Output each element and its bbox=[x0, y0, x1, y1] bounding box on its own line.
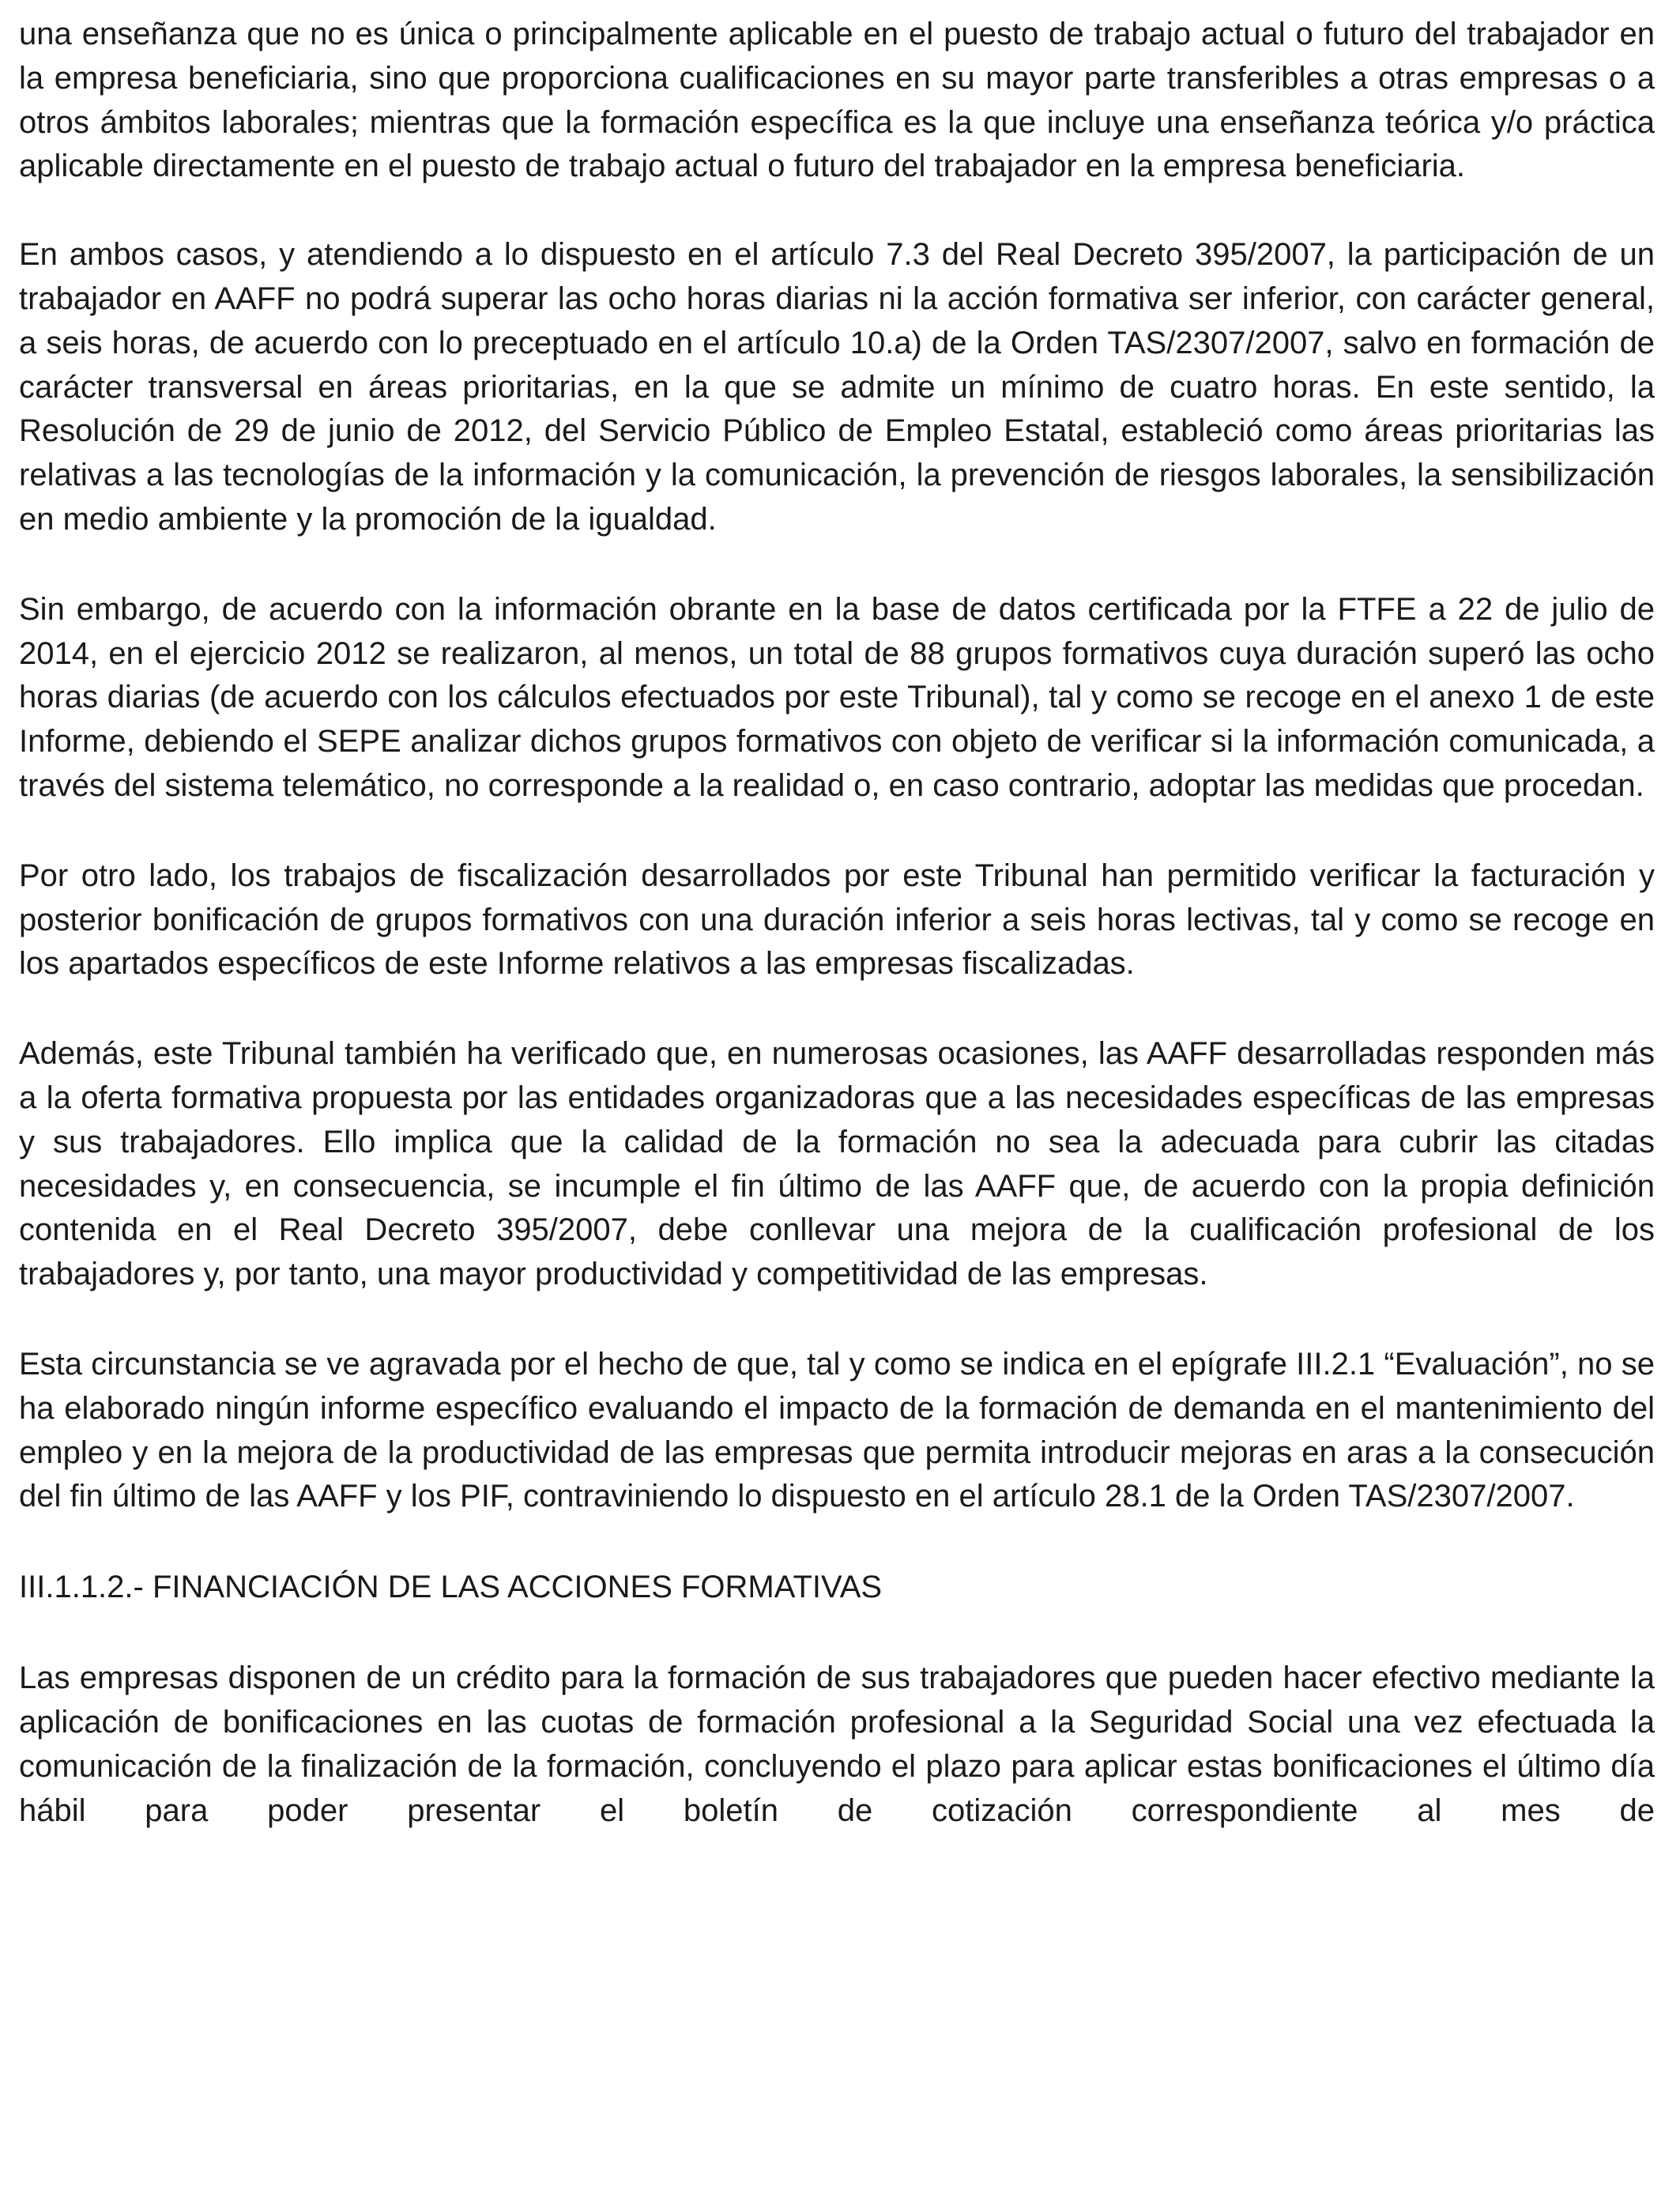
paragraph-training-quality: Además, este Tribunal también ha verificado que, en numerosas ocasiones, las AAFF desarrolladas responden más a la oferta formativa propuesta por las entidades organizadoras que a las necesidades específicas de las empresas y sus trabajadores. Ello implica que la calidad de la formación no sea la adecuada para cubrir las citadas necesidades y, en consecuencia, se incumple el fin último de las AAFF que, de acuerdo con la propia definición contenida en el Real Decreto 395/2007, debe conllevar una mejora de la cualificación profesional de los trabajadores y, por tanto, una mayor productividad y competitividad de las empresas. bbox=[19, 1036, 1655, 1292]
paragraph-financing-credit: Las empresas disponen de un crédito para la formación de sus trabajadores que pueden hacer efectivo mediante la aplicación de bonificaciones en las cuotas de formación profesional a la Seguridad Social una vez efectuada la comunicación de la finalización de la formación, concluyendo el plazo para aplicar estas bonificaciones el último día hábil para poder presentar el boletín de cotización correspondiente al mes de bbox=[19, 1661, 1655, 1828]
section-heading: III.1.1.2.- FINANCIACIÓN DE LAS ACCIONES FORMATIVAS bbox=[19, 1570, 883, 1605]
paragraph-general-vs-specific-training: una enseñanza que no es única o principalmente aplicable en el puesto de trabajo actual o futuro del trabajador en la empresa beneficiaria, sino que proporciona cualificaciones en su mayor parte transferibles a otras empresas o a otros ámbitos laborales; mientras que la formación específica es la que incluye una enseñanza teórica y/o práctica aplicable directamente en el puesto de trabajo actual o futuro del trabajador en la empresa beneficiaria. bbox=[19, 17, 1655, 184]
paragraph-training-hours-limits: En ambos casos, y atendiendo a lo dispuesto en el artículo 7.3 del Real Decreto 395/2007, la participación de un trabajador en AAFF no podrá superar las ocho horas diarias ni la acción formativa ser inferior, con carácter general, a seis horas, de acuerdo con lo preceptuado en el artículo 10.a) de la Orden TAS/2307/2007, salvo en formación de carácter transversal en áreas prioritarias, en la que se admite un mínimo de cuatro horas. En este sentido, la Resolución de 29 de junio de 2012, del Servicio Público de Empleo Estatal, estableció como áreas prioritarias las relativas a las tecnologías de la información y la comunicación, la prevención de riesgos laborales, la sensibilización en medio ambiente y la promoción de la igualdad. bbox=[19, 237, 1655, 537]
paragraph-groups-exceeding-hours: Sin embargo, de acuerdo con la información obrante en la base de datos certificada por la FTFE a 22 de julio de 2014, en el ejercicio 2012 se realizaron, al menos, un total de 88 grupos formativos cuya duración superó las ocho horas diarias (de acuerdo con los cálculos efectuados por este Tribunal), tal y como se recoge en el anexo 1 de este Informe, debiendo el SEPE analizar dichos grupos formativos con objeto de verificar si la información comunicada, a través del sistema telemático, no corresponde a la realidad o, en caso contrario, adoptar las medidas que procedan. bbox=[19, 591, 1655, 803]
document-page bbox=[19, 13, 1655, 1833]
paragraph-evaluation: Esta circunstancia se ve agravada por el hecho de que, tal y como se indica en el epígrafe III.2.1 “Evaluación”, no se ha elaborado ningún informe específico evaluando el impacto de la formación de demanda en el mantenimiento del empleo y en la mejora de la productividad de las empresas que permita introducir mejoras en aras a la consecución del fin último de las AAFF y los PIF, contraviniendo lo dispuesto en el artículo 28.1 de la Orden TAS/2307/2007. bbox=[19, 1346, 1655, 1514]
paragraph-groups-below-minimum: Por otro lado, los trabajos de fiscalización desarrollados por este Tribunal han permitido verificar la facturación y posterior bonificación de grupos formativos con una duración inferior a seis horas lectivas, tal y como se recoge en los apartados específicos de este Informe relativos a las empresas fiscalizadas. bbox=[19, 858, 1655, 982]
